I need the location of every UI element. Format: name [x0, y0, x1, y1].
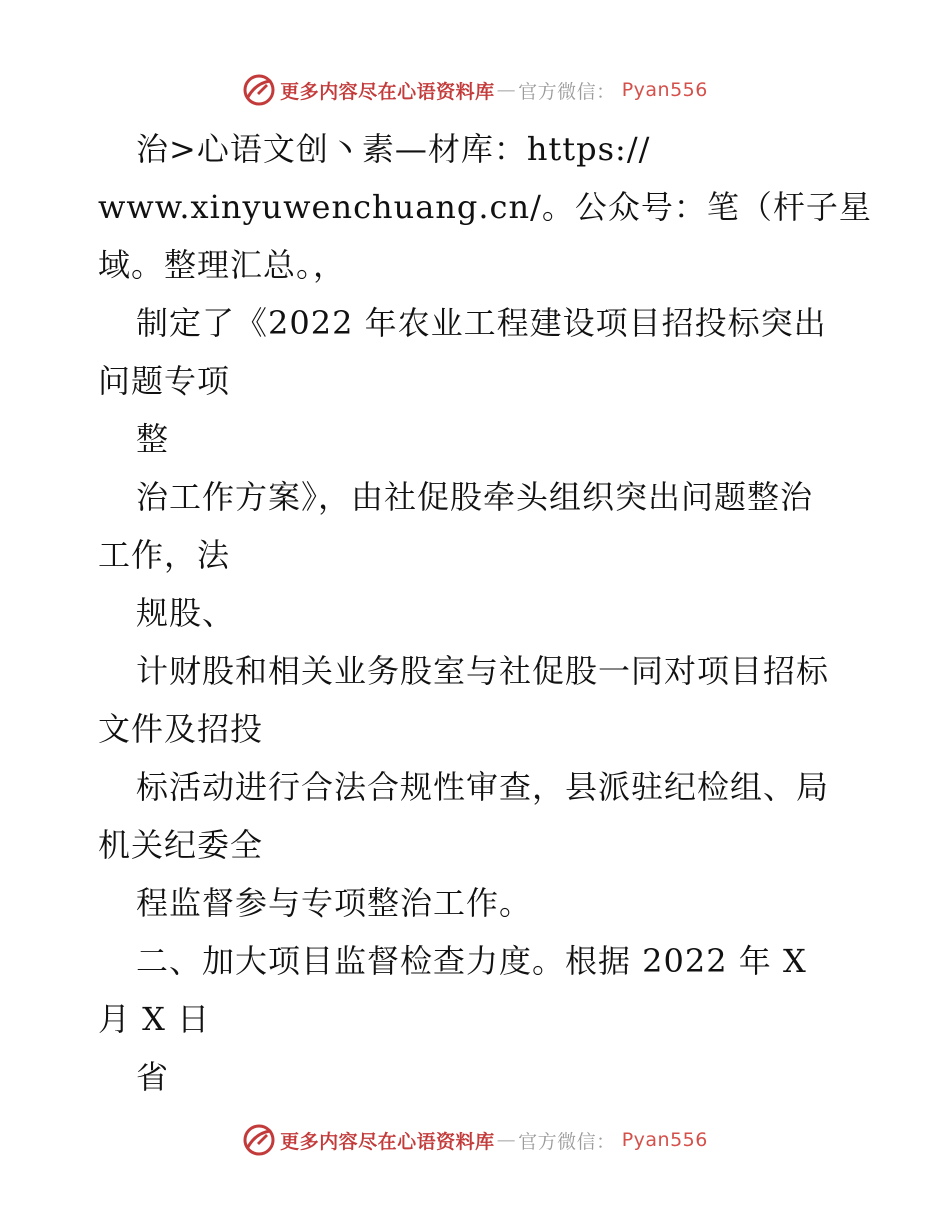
text-line: 省 — [136, 1058, 170, 1096]
banner-wechat-id: Pyan556 — [621, 1129, 708, 1151]
banner-wechat-label: 官方微信： — [518, 80, 616, 103]
text-line: 标活动进行合法合规性审查，县派驻纪检组、局 — [136, 768, 830, 806]
banner-separator: — — [496, 79, 517, 101]
text-line: 二、加大项目监督检查力度。根据 2022 年 X — [136, 942, 807, 980]
text-line: 治>心语文创丶素—材库：https:// — [136, 130, 651, 168]
document-body — [98, 120, 872, 1106]
banner-main-text: 更多内容尽在心语资料库 — [280, 1130, 495, 1153]
text-line: 机关纪委全 — [98, 826, 264, 864]
text-line: 制定了《2022 年农业工程建设项目招投标突出 — [136, 304, 827, 342]
text-line: 工作，法 — [98, 536, 231, 574]
banner-separator: — — [496, 1129, 517, 1151]
text-line: www.xinyuwenchuang.cn/。公众号：笔（杆子星 — [98, 188, 872, 226]
pen-logo-icon — [242, 73, 276, 107]
banner-main-text: 更多内容尽在心语资料库 — [280, 80, 495, 103]
banner-text — [280, 77, 708, 104]
text-line: 问题专项 — [98, 362, 231, 400]
text-line: 整 — [136, 420, 170, 458]
text-line: 文件及招投 — [98, 710, 264, 748]
text-line: 程监督参与专项整治工作。 — [136, 884, 533, 922]
text-line: 治工作方案》，由社促股牵头组织突出问题整治 — [136, 478, 814, 516]
text-line: 计财股和相关业务股室与社促股一同对项目招标 — [136, 652, 830, 690]
banner-wechat-id: Pyan556 — [621, 79, 708, 101]
banner-text — [280, 1127, 708, 1154]
pen-logo-icon — [242, 1123, 276, 1157]
header-banner — [0, 70, 950, 110]
footer-banner — [0, 1120, 950, 1160]
text-line: 月 X 日 — [98, 1000, 211, 1038]
banner-wechat-label: 官方微信： — [518, 1130, 616, 1153]
text-line: 规股、 — [136, 594, 236, 632]
text-line: 域。整理汇总。， — [98, 246, 347, 284]
